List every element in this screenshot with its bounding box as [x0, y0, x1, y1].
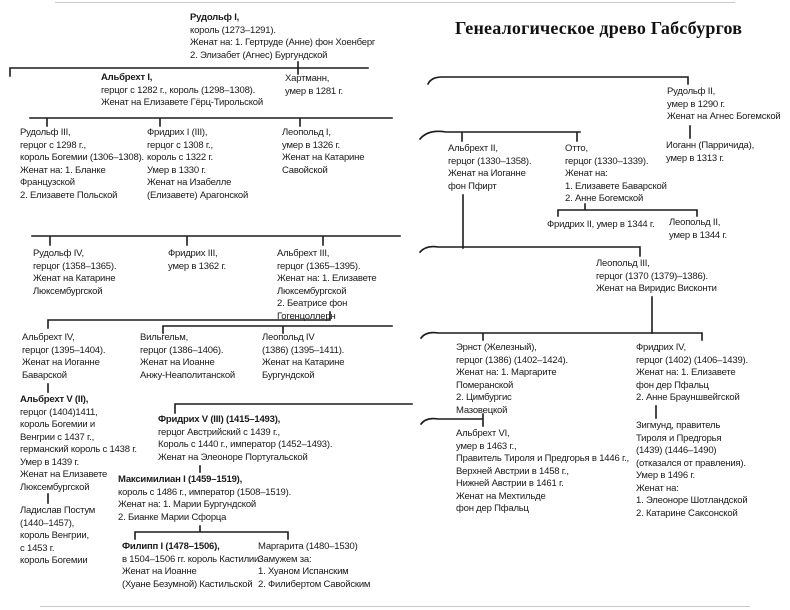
person-friedrich-v-line: Король с 1440 г., император (1452–1493).: [158, 439, 333, 450]
person-leopold-i-line: Женат на Катарине: [282, 152, 365, 163]
person-albrecht-iv: [22, 332, 105, 382]
person-albrecht-iii-line: Альбрехт III,: [277, 248, 330, 259]
person-friedrich-ii-line: Фридрих II, умер в 1344 г.: [547, 219, 655, 230]
person-margarita-line: Маргарита (1480–1530): [258, 541, 358, 552]
person-friedrich-i-line: король с 1322 г.: [147, 152, 213, 163]
person-friedrich-iii-line: Фридрих III,: [168, 248, 218, 259]
person-otto-line: герцог (1330–1339).: [565, 155, 649, 167]
person-rudolf-ii-line: умер в 1290 г.: [667, 98, 725, 110]
person-rudolf-ii-line: Рудольф II,: [667, 86, 716, 97]
person-friedrich-iv-line: герцог (1402) (1406–1439).: [636, 354, 748, 366]
person-otto-line: 2. Анне Богемской: [565, 193, 644, 204]
person-sigmund: [636, 420, 747, 520]
person-sigmund-line: Зигмунд, правитель: [636, 420, 721, 431]
person-maximilian-i-line: король с 1486 г., император (1508–1519).: [118, 486, 292, 498]
person-albrecht-iv-line: Альбрехт IV,: [22, 332, 75, 343]
person-maximilian-i-line: 2. Бианке Марии Сфорца: [118, 511, 227, 523]
person-leopold-ii: [669, 217, 727, 242]
person-philipp-i: [122, 541, 262, 591]
person-albrecht-iv-line: герцог (1395–1404).: [22, 344, 106, 356]
connector-gen2-left: [30, 118, 392, 126]
person-friedrich-v-line: Женат на Элеоноре Португальской: [158, 451, 308, 463]
connector-maximilian-children: [135, 526, 288, 539]
person-hartmann-line: умер в 1281 г.: [285, 85, 343, 97]
person-friedrich-ii: [547, 219, 654, 232]
person-rudolf-iv-line: Рудольф IV,: [33, 248, 84, 259]
person-ladislav-line: (1440–1457),: [20, 517, 75, 529]
person-friedrich-v: [158, 414, 332, 464]
person-leopold-i-line: Леопольд I,: [282, 127, 331, 138]
person-rudolf-iii-line: 2. Елизавете Польской: [20, 189, 118, 201]
person-albrecht-i-line: Альбрехт I,: [101, 72, 153, 83]
connector-gen4-right: [421, 333, 702, 340]
person-leopold-iv-line: (1386) (1395–1411).: [262, 344, 345, 356]
person-albrecht-iii-line: Гогенцоллерн: [277, 310, 336, 322]
person-leopold-i-line: умер в 1326 г.: [282, 139, 340, 151]
person-albrecht-i-line: Женат на Елизавете Гёрц-Тирольской: [101, 97, 263, 108]
person-ernst: [456, 342, 568, 417]
person-friedrich-iv: [636, 342, 748, 405]
connector-ernst-children-left: [175, 404, 412, 413]
person-ernst-line: герцог (1386) (1402–1424).: [456, 354, 568, 366]
person-albrecht-ii-line: Женат на Иоганне: [448, 168, 526, 179]
person-philipp-i-line: Женат на Иоанне: [122, 566, 197, 577]
person-otto-line: Женат на:: [565, 168, 608, 179]
person-philipp-i-line: в 1504–1506 гг. король Кастилии.: [122, 553, 262, 565]
person-albrecht-v-line: Умер в 1439 г.: [20, 456, 79, 468]
person-rudolf-iv-line: Женат на Катарине: [33, 273, 116, 284]
person-rudolf-ii-line: Женат на Агнес Богемской: [667, 111, 781, 122]
connector-gen2-bridge-right: [420, 131, 580, 141]
person-rudolf-iii-line: герцог с 1298 г.,: [20, 139, 86, 151]
person-leopold-iv: [262, 332, 344, 382]
person-albrecht-iii-line: Люксембургской: [277, 285, 347, 297]
person-hartmann: [285, 73, 343, 98]
person-albrecht-ii-line: Альбрехт II,: [448, 143, 498, 154]
person-ladislav-line: Ладислав Постум: [20, 505, 96, 516]
person-albrecht-iv-line: Женат на Иоганне: [22, 357, 100, 368]
person-friedrich-iv-line: Женат на: 1. Елизавете: [636, 367, 736, 378]
person-rudolf-iii-line: Женат на: 1. Бланке: [20, 164, 106, 176]
person-albrecht-iii-line: герцог (1365–1395).: [277, 260, 361, 272]
person-albrecht-vi-line: Правитель Тироля и Предгорья в 1446 г.,: [456, 453, 629, 464]
person-margarita: [258, 541, 370, 591]
person-leopold-ii-line: умер в 1344 г.: [669, 229, 727, 241]
person-ernst-line: 2. Цимбургис: [456, 392, 512, 403]
person-margarita-line: Замужем за:: [258, 553, 312, 565]
person-rudolf-ii: [667, 86, 781, 124]
person-albrecht-v-line: германский король с 1438 г.: [20, 444, 137, 455]
person-sigmund-line: Тироля и Предгорья: [636, 432, 722, 444]
person-leopold-iii-line: Леопольд III,: [596, 258, 650, 269]
person-hartmann-line: Хартманн,: [285, 73, 330, 84]
person-otto: [565, 143, 667, 206]
person-leopold-iv-line: Женат на Катарине: [262, 357, 345, 368]
person-friedrich-iii-line: умер в 1362 г.: [168, 260, 226, 272]
person-sigmund-line: 1. Элеоноре Шотландской: [636, 495, 748, 506]
person-friedrich-iv-line: 2. Анне Брауншвейгской: [636, 392, 740, 403]
person-leopold-ii-line: Леопольд II,: [669, 217, 721, 228]
person-albrecht-vi-line: Женат на Мехтильде: [456, 490, 546, 502]
person-rudolf-i-line: Рудольф I,: [190, 12, 240, 23]
person-iogann: [666, 140, 754, 165]
person-sigmund-line: Женат на:: [636, 482, 679, 494]
person-albrecht-v-line: Женат на Елизавете: [20, 469, 108, 480]
person-friedrich-i-line: (Елизавете) Арагонской: [147, 189, 249, 201]
person-albrecht-v-line: Венгрии с 1437 г.,: [20, 431, 95, 443]
person-leopold-iii-line: Женат на Виридис Висконти: [596, 283, 717, 294]
person-ladislav-line: король Богемии: [20, 555, 88, 566]
person-maximilian-i: [118, 474, 291, 524]
person-philipp-i-line: (Хуане Безумной) Кастильской: [122, 578, 253, 590]
connector-gen1-right: [428, 77, 688, 84]
person-albrecht-iii-line: 2. Беатрисе фон: [277, 298, 348, 309]
person-albrecht-iii-line: Женат на: 1. Елизавете: [277, 273, 377, 284]
person-friedrich-iii: [168, 248, 226, 273]
person-rudolf-iv: [33, 248, 116, 298]
person-friedrich-i-line: герцог с 1308 г.,: [147, 139, 213, 151]
person-otto-line: Отто,: [565, 143, 588, 154]
person-ladislav-line: с 1453 г.: [20, 542, 55, 554]
person-friedrich-iv-line: Фридрих IV,: [636, 342, 686, 353]
diagram-title: Генеалогическое древо Габсбургов: [455, 18, 743, 38]
person-sigmund-line: (1439) (1446–1490): [636, 445, 717, 456]
connector-gen3-right: [420, 247, 640, 256]
person-rudolf-iii-line: Рудольф III,: [20, 127, 71, 138]
connector-gen3-left: [32, 236, 400, 245]
person-ernst-line: Мазовецкой: [456, 404, 508, 416]
person-rudolf-i-line: 2. Элизабет (Агнес) Бургундской: [190, 49, 328, 61]
person-ernst-line: Эрнст (Железный),: [456, 342, 537, 353]
person-albrecht-vi-line: Верхней Австрии в 1458 г.,: [456, 465, 569, 477]
person-rudolf-iv-line: герцог (1358–1365).: [33, 260, 117, 272]
person-friedrich-v-line: Фридрих V (III) (1415–1493),: [158, 414, 281, 425]
person-ernst-line: Померанской: [456, 379, 514, 391]
person-friedrich-iv-line: фон дер Пфальц: [636, 379, 709, 391]
person-rudolf-iv-line: Люксембургской: [33, 285, 103, 297]
person-albrecht-ii-line: герцог (1330–1358).: [448, 155, 532, 167]
person-sigmund-line: Умер в 1496 г.: [636, 470, 695, 481]
person-rudolf-i: [190, 12, 375, 62]
person-friedrich-i-line: Женат на Изабелле: [147, 177, 232, 188]
person-sigmund-line: 2. Катарине Саксонской: [636, 507, 738, 519]
person-wilhelm-line: Вильгельм,: [140, 332, 189, 343]
person-albrecht-vi-line: умер в 1463 г.,: [456, 440, 517, 452]
person-margarita-line: 1. Хуаном Испанским: [258, 566, 349, 577]
person-rudolf-i-line: Женат на: 1. Гертруде (Анне) фон Хоенберг: [190, 37, 376, 48]
person-albrecht-iii: [277, 248, 376, 323]
person-iogann-line: Иоганн (Парричида),: [666, 140, 755, 151]
person-philipp-i-line: Филипп I (1478–1506),: [122, 541, 220, 552]
person-ladislav: [20, 505, 95, 568]
person-maximilian-i-line: Женат на: 1. Марии Бургундской: [118, 499, 257, 510]
person-albrecht-v-line: Люксембургской: [20, 481, 90, 493]
person-albrecht-vi-line: Альбрехт VI,: [456, 428, 510, 439]
person-friedrich-v-line: герцог Австрийский с 1439 г.,: [158, 426, 280, 438]
person-albrecht-v-line: герцог (1404)1411,: [20, 406, 98, 418]
person-leopold-i-line: Савойской: [282, 164, 328, 176]
person-rudolf-iii: [20, 127, 144, 202]
person-friedrich-i-line: Фридрих I (III),: [147, 127, 208, 138]
person-albrecht-ii: [448, 143, 531, 193]
person-sigmund-line: (отказался от правления).: [636, 457, 746, 469]
person-wilhelm: [140, 332, 235, 382]
person-margarita-line: 2. Филибертом Савойским: [258, 578, 371, 590]
person-leopold-i: [282, 127, 364, 177]
person-wilhelm-line: Женат на Иоанне: [140, 357, 215, 368]
person-leopold-iv-line: Бургундской: [262, 369, 315, 381]
person-albrecht-i: [101, 72, 263, 110]
connector-otto-children: [558, 204, 697, 216]
person-wilhelm-line: Анжу-Неаполитанской: [140, 369, 236, 381]
person-albrecht-v-line: Альбрехт V (II),: [20, 394, 89, 405]
person-albrecht-i-line: герцог с 1282 г., король (1298–1308).: [101, 84, 256, 96]
person-rudolf-i-line: король (1273–1291).: [190, 24, 276, 36]
person-friedrich-i-line: Умер в 1330 г.: [147, 164, 206, 176]
person-rudolf-iii-line: Французской: [20, 177, 75, 188]
person-leopold-iii-line: герцог (1370 (1379)–1386).: [596, 270, 708, 282]
person-iogann-line: умер в 1313 г.: [666, 152, 724, 164]
person-otto-line: 1. Елизавете Баварской: [565, 180, 667, 192]
person-albrecht-vi-line: фон дер Пфальц: [456, 503, 529, 514]
person-wilhelm-line: герцог (1386–1406).: [140, 344, 224, 356]
person-albrecht-v-line: король Богемии и: [20, 419, 95, 430]
person-leopold-iii: [596, 258, 717, 296]
person-rudolf-iii-line: король Богемии (1306–1308).: [20, 152, 144, 163]
person-leopold-iv-line: Леопольд IV: [262, 332, 315, 343]
person-ladislav-line: король Венгрии,: [20, 530, 89, 541]
person-albrecht-ii-line: фон Пфирт: [448, 180, 497, 192]
person-albrecht-vi-line: Нижней Австрии в 1461 г.: [456, 478, 564, 489]
person-ernst-line: Женат на: 1. Маргарите: [456, 367, 557, 378]
person-albrecht-iv-line: Баварской: [22, 369, 67, 381]
person-maximilian-i-line: Максимилиан I (1459–1519),: [118, 474, 243, 485]
person-friedrich-i: [147, 127, 248, 202]
person-albrecht-vi: [456, 428, 629, 516]
